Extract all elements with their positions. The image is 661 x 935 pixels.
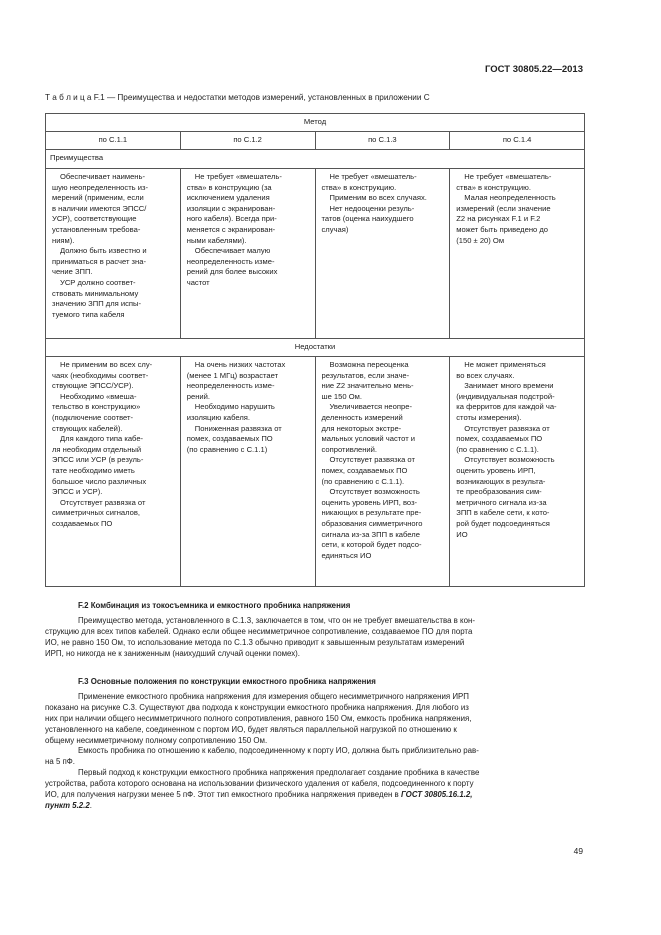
disadvantages-cell [450,357,585,587]
cell-paragraph: УСР должно соответ- ствовать минимальному значению ЗПП для испы- туемого типа кабеля [52,277,141,319]
section-heading: F.3 Основные положения по конструкции емкостного пробника напряжения [78,677,376,686]
cell-paragraph: Отсутствует возможность оценить уровень ИРП, воз- никающих в результате пре- образования симметричного сигнала из-за ЗПП в кабеле сети, к которой будет подсо- единяться ИО [321,487,423,560]
cell-paragraph: Нет недооценки резуль- татов (оценка наихудшего случая) [321,203,415,234]
disadvantages-cell [180,357,315,587]
section-f2 [45,601,585,660]
cell-paragraph: Не требует «вмешатель- ства» в конструкцию. [456,172,552,192]
cell-paragraph: Для каждого типа кабе- ля необходим отдельный ЭПСС или УСР (в резуль- тате необходимо иметь большое число различных ЭПСС и УСР). [52,434,147,497]
disadvantages-cell [315,357,450,587]
section-paragraph: Применение емкостного пробника напряжения для измерения общего несимметричного напряжения ИРП показано на рисунке С.3. Существуют два подхода к конструкции емкостного пробника напряжения. Для любого из них при наличии общего несимметричного полного сопротивления, равного 150 Ом, емкость пробника напряжения, установленного на кабеле, соединенном с портом ИО, будет являться параллельной нагрузкой по отношению к общему несимметричному полному сопротивлению 150 Ом. [45,691,472,745]
column-header: по С.1.1 [46,132,181,150]
advantages-label: Преимущества [46,150,585,169]
cell-paragraph: Обеспечивает наимень- шую неопределенность из- мерений (применим, если в наличии имеются ЭПСС/ УСР), соответствующие установленным требова- ниям). [52,172,148,245]
cell-paragraph: Отсутствует возможность оценить уровень ИРП, возникающих в результа- те преобразования сим- метричного сигнала из-за ЗПП в кабеле сети, к кото- рой будет подсоединяться ИО [456,455,555,539]
cell-paragraph: Отсутствует развязка от симметричных сигналов, создаваемых ПО [52,497,146,528]
cell-paragraph: Применим во всех случаях. [329,193,427,203]
cell-paragraph: Возможна переоценка результатов, если значе- ние Z2 значительно мень- ше 150 Ом. [321,360,414,401]
cell-paragraph: Необходимо нарушить изоляцию кабеля. [186,402,275,422]
paragraph-end: . [89,800,92,810]
paragraph-text: Первый подход к конструкции емкостного пробника напряжения предполагает создание пробника в качестве устройства, работа которого основана на использовании физического удаления от кабеля, подсоединенного к порту ИО, для получения нагрузки менее 5 пФ. Этот тип емкостного пробника напряжения приведен в [45,768,480,800]
cell-paragraph: Занимает много времени (индивидуальная подстрой- ка ферритов для каждой ча- стоты измерения). [456,381,557,422]
table-caption: Т а б л и ц а F.1 — Преимущества и недостатки методов измерений, установленных в приложении С [45,93,430,102]
cell-paragraph: На очень низких частотах (менее 1 МГц) возрастает неопределенность изме- рений. [186,360,286,401]
cell-paragraph: Должно быть известно и приниматься в расчет зна- чение ЗПП. [52,246,147,277]
section-paragraph: Емкость пробника по отношению к кабелю, подсоединенному к порту ИО, должна быть приблизительно рав- на 5 пФ. [45,746,479,767]
column-header: по С.1.4 [450,132,585,150]
document-header: ГОСТ 30805.22—2013 [485,64,583,75]
advantages-cell [315,169,450,339]
section-paragraph [45,768,585,812]
cell-paragraph: Отсутствует развязка от помех, создаваемых ПО (по сравнению с С.1.1). [321,455,415,486]
cell-paragraph: Не применим во всех слу- чаях (необходимы соответ- ствующие ЭПСС/УСР). [52,360,153,391]
cell-paragraph: Не требует «вмешатель- ства» в конструкцию (за исключением удаления изоляции с экранирован- ного кабеля). Всегда при- меняется с экранирован- ными кабелями). [186,172,282,245]
cell-paragraph: Обеспечивает малую неопределенность изме- рений для более высоких частот [186,246,278,287]
section-heading: F.2 Комбинация из токосъемника и емкостного пробника напряжения [78,601,351,610]
cell-paragraph: Увеличивается неопре- деленность измерений для некоторых экстре- мальных условий частот и сопротивлений. [321,402,416,454]
comparison-table [45,113,585,587]
advantages-cell [180,169,315,339]
column-header: по С.1.3 [315,132,450,150]
disadvantages-label: Недостатки [46,339,585,357]
section-f3 [45,677,585,812]
method-header: Метод [46,114,585,132]
advantages-cell [46,169,181,339]
cell-paragraph: Отсутствует развязка от помех, создаваемых ПО (по сравнению с С.1.1). [456,423,550,454]
advantages-cell [450,169,585,339]
cell-paragraph: Не может применяться во всех случаях. [456,360,546,380]
standard-reference: ГОСТ 30805.16.1.2, пункт 5.2.2 [45,790,473,810]
column-header: по С.1.2 [180,132,315,150]
disadvantages-cell [46,357,181,587]
cell-paragraph: Малая неопределенность измерений (если значение Z2 на рисунках F.1 и F.2 может быть приведено до (150 ± 20) Ом [456,193,556,245]
cell-paragraph: Не требует «вмешатель- ства» в конструкцию. [321,172,417,192]
page-number: 49 [573,846,583,856]
cell-paragraph: Необходимо «вмеша- тельство в конструкцию» (подключение соответ- ствующих кабелей). [52,391,141,433]
section-paragraph: Преимущество метода, установленного в С.1.3, заключается в том, что он не требует вмешательства в кон- струкцию для всех типов кабелей. Однако если общее несимметричное сопротивление, создаваемое ПО для порта ИО, не равно 150 Ом, то использование метода по С.1.3 обычно приводит к завышенным результатам измерений ИРП, но никогда не к заниженным (наихудший случай оценки помех). [45,615,475,658]
cell-paragraph: Пониженная развязка от помех, создаваемых ПО (по сравнению с С.1.1) [186,423,282,454]
